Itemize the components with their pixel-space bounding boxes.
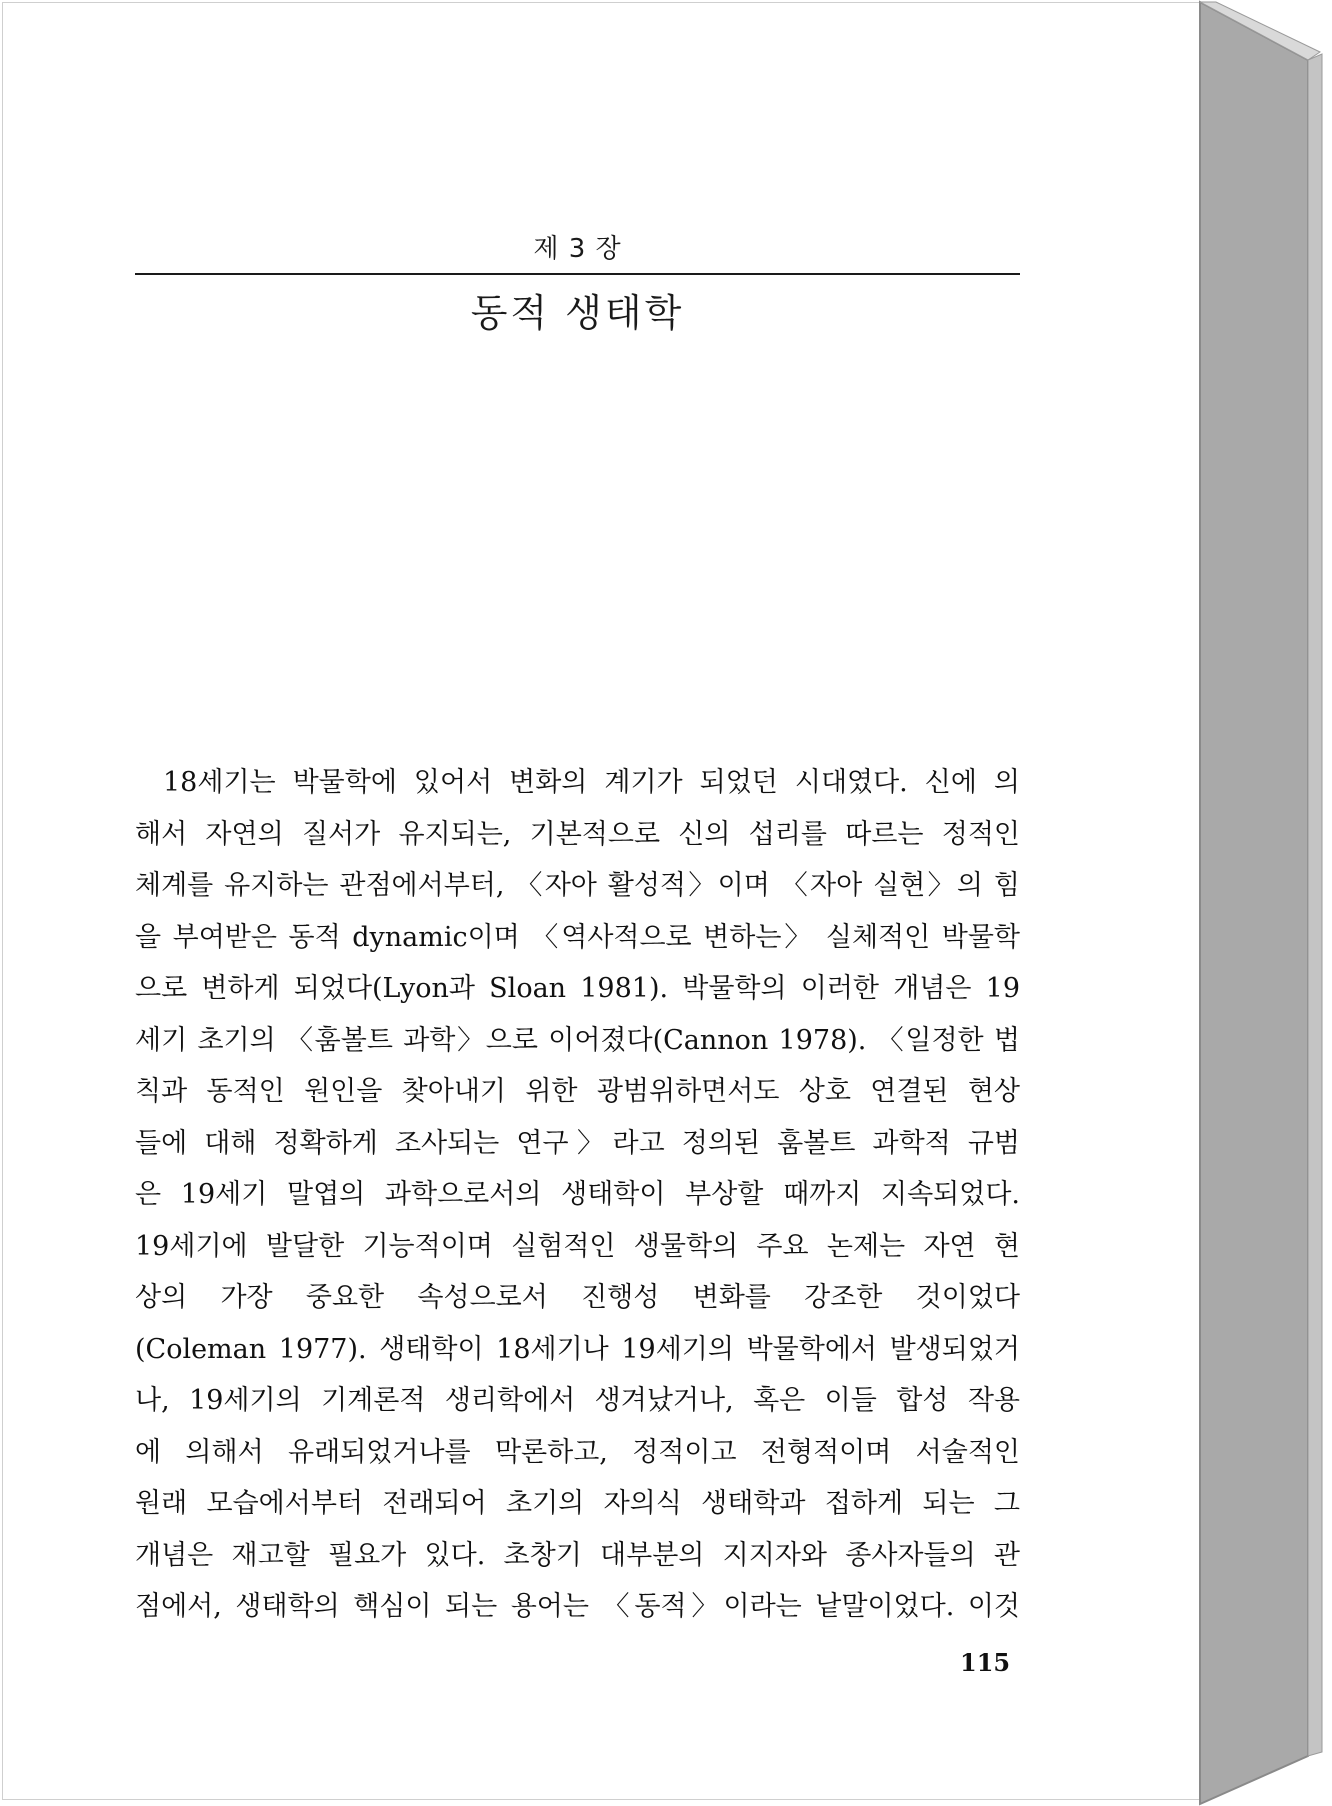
chapter-label: 제 3 장: [533, 234, 622, 264]
text-line: 에 의해서 유래되었거나를 막론하고, 정적이고 전형적이며 서술적인: [135, 1436, 1020, 1468]
text-line: (Coleman 1977). 생태학이 18세기나 19세기의 박물학에서 발생되었거: [135, 1333, 1020, 1365]
chapter-divider: [135, 273, 1020, 275]
book-side-shadow: [1308, 54, 1322, 1756]
text-line: 해서 자연의 질서가 유지되는, 기본적으로 신의 섭리를 따르는 정적인: [135, 818, 1020, 850]
text-line: 19세기에 발달한 기능적이며 실험적인 생물학의 주요 논제는 자연 현: [135, 1230, 1020, 1262]
text-line: 세기 초기의 〈훔볼트 과학〉으로 이어졌다(Cannon 1978). 〈일정한 법: [135, 1024, 1020, 1056]
text-line: 을 부여받은 동적 dynamic이며 〈역사적으로 변하는〉 실체적인 박물학: [135, 921, 1020, 953]
text-line: 들에 대해 정확하게 조사되는 연구〉라고 정의된 훔볼트 과학적 규범: [135, 1127, 1020, 1159]
body-paragraph: [135, 757, 1020, 1633]
text-line: 으로 변하게 되었다(Lyon과 Sloan 1981). 박물학의 이러한 개념은 19: [135, 973, 1020, 1004]
text-line: 18세기는 박물학에 있어서 변화의 계기가 되었던 시대였다. 신에 의: [163, 767, 1020, 798]
text-line: 은 19세기 말엽의 과학으로서의 생태학이 부상할 때까지 지속되었다.: [135, 1179, 1020, 1210]
text-line: 원래 모습에서부터 전래되어 초기의 자의식 생태학과 접하게 되는 그: [135, 1488, 1020, 1519]
text-line: 칙과 동적인 원인을 찾아내기 위한 광범위하면서도 상호 연결된 현상: [135, 1076, 1020, 1107]
text-line: 점에서, 생태학의 핵심이 되는 용어는 〈동적〉이라는 낱말이었다. 이것: [135, 1591, 1020, 1622]
book-side-face: [1200, 2, 1308, 1804]
book-top-edge: [1200, 2, 1320, 60]
text-line: 나, 19세기의 기계론적 생리학에서 생겨났거나, 혹은 이들 합성 작용: [135, 1385, 1020, 1416]
chapter-title: 동적 생태학: [470, 291, 685, 335]
page-number: 115: [960, 1648, 1011, 1677]
text-line: 개념은 재고할 필요가 있다. 초창기 대부분의 지지자와 종사자들의 관: [135, 1539, 1020, 1571]
text-line: 상의 가장 중요한 속성으로서 진행성 변화를 강조한 것이었다: [135, 1282, 1020, 1313]
text-line: 체계를 유지하는 관점에서부터, 〈자아 활성적〉이며 〈자아 실현〉의 힘: [135, 870, 1020, 901]
